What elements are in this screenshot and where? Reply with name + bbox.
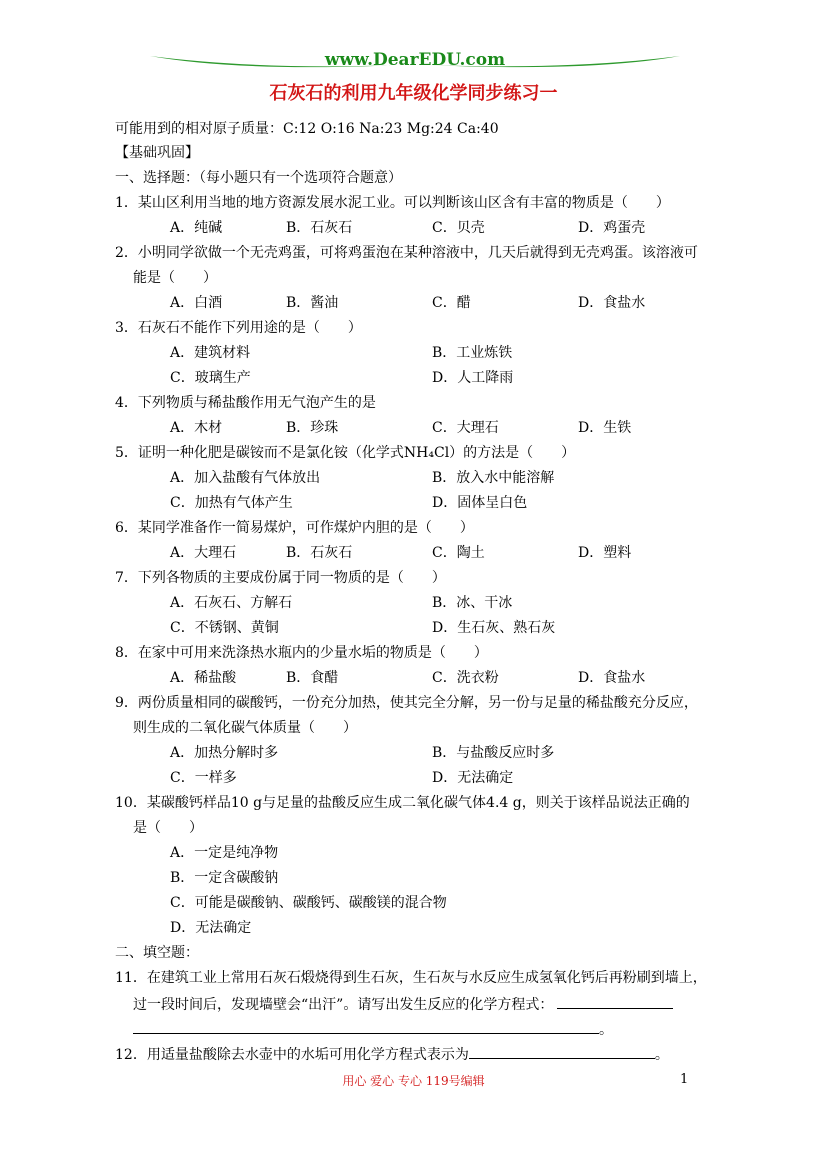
q2-option-a: A．白酒 [170,295,223,311]
q2-option-d: D．食盐水 [578,295,646,311]
q5-option-c: C．加热有气体产生 [170,495,293,511]
q9-option-b: B．与盐酸反应时多 [432,745,555,761]
q4-option-a: A．木材 [170,420,223,436]
question-2-cont: 能是（ ） [133,270,217,286]
answer-blank-11b[interactable] [133,1019,599,1034]
q4-option-c: C．大理石 [432,420,499,436]
question-1: 1．某山区利用当地的地方资源发展水泥工业。可以判断该山区含有丰富的物质是（ ） [115,195,670,211]
question-7: 7．下列各物质的主要成份属于同一物质的是（ ） [115,570,446,586]
q1-option-d: D．鸡蛋壳 [578,220,646,236]
q1-option-b: B．石灰石 [286,220,353,236]
q2-option-c: C．醋 [432,295,471,311]
q9-option-d: D．无法确定 [432,770,514,786]
question-12 [115,1044,669,1064]
q6-option-d: D．塑料 [578,545,632,561]
question-12-text: 12．用适量盐酸除去水壶中的水垢可用化学方程式表示为 [115,1047,469,1063]
q10-option-d: D．无法确定 [170,920,252,936]
q1-option-c: C．贝壳 [432,220,485,236]
question-11: 11．在建筑工业上常用石灰石煅烧得到生石灰，生石灰与水反应生成氢氧化钙后再粉刷到墙上， [115,970,707,986]
section-basic: 【基础巩固】 [115,145,199,161]
q5-option-b: B．放入水中能溶解 [432,470,555,486]
q7-option-b: B．冰、干冰 [432,595,513,611]
answer-blank-12[interactable] [469,1044,655,1059]
q9-option-a: A．加热分解时多 [170,745,279,761]
q8-option-c: C．洗衣粉 [432,670,499,686]
q6-option-b: B．石灰石 [286,545,353,561]
q5-option-d: D．固体呈白色 [432,495,528,511]
q4-option-b: B．珍珠 [286,420,339,436]
question-5: 5．证明一种化肥是碳铵而不是氯化铵（化学式NH₄Cl）的方法是（ ） [115,445,576,461]
site-banner [150,50,680,76]
q3-option-c: C．玻璃生产 [170,370,251,386]
question-12-end: 。 [654,1047,669,1063]
site-url: www.DearEDU.com [324,50,506,70]
answer-blank-11a[interactable] [557,994,673,1009]
q4-option-d: D．生铁 [578,420,632,436]
q7-option-c: C．不锈钢、黄铜 [170,620,279,636]
question-11-blank-line [133,1019,613,1039]
question-4: 4．下列物质与稀盐酸作用无气泡产生的是 [115,395,376,411]
q2-option-b: B．酱油 [286,295,339,311]
q5-option-a: A．加入盐酸有气体放出 [170,470,321,486]
q10-option-a: A．一定是纯净物 [170,845,279,861]
q10-option-b: B．一定含碳酸钠 [170,870,279,886]
question-9: 9．两份质量相同的碳酸钙，一份充分加热，使其完全分解，另一份与足量的稀盐酸充分反应， [115,695,698,711]
page-number: 1 [680,1072,689,1087]
q6-option-c: C．陶土 [432,545,485,561]
q3-option-d: D．人工降雨 [432,370,514,386]
question-11-cont-text: 过一段时间后，发现墙壁会“出汗”。请写出发生反应的化学方程式： [133,997,554,1013]
question-3: 3．石灰石不能作下列用途的是（ ） [115,320,362,336]
question-11-end: 。 [599,1022,613,1038]
q8-option-b: B．食醋 [286,670,339,686]
question-11-cont [133,994,673,1014]
q10-option-c: C．可能是碳酸钠、碳酸钙、碳酸镁的混合物 [170,895,447,911]
q1-option-a: A．纯碱 [170,220,223,236]
question-10-cont: 是（ ） [133,820,203,836]
q8-option-a: A．稀盐酸 [170,670,237,686]
q9-option-c: C．一样多 [170,770,237,786]
question-10: 10．某碳酸钙样品10 g与足量的盐酸反应生成二氧化碳气体4.4 g，则关于该样品说法正确的 [115,795,690,811]
atomic-mass-line: 可能用到的相对原子质量：C:12 O:16 Na:23 Mg:24 Ca:40 [115,121,499,137]
q6-option-a: A．大理石 [170,545,237,561]
part2-heading: 二、填空题： [115,945,199,961]
footer-motto: 用心 爱心 专心 119号编辑 [342,1074,485,1088]
question-2: 2．小明同学欲做一个无壳鸡蛋，可将鸡蛋泡在某种溶液中，几天后就得到无壳鸡蛋。该溶液可 [115,245,698,261]
question-9-cont: 则生成的二氧化碳气体质量（ ） [133,720,357,736]
question-6: 6．某同学准备作一简易煤炉，可作煤炉内胆的是（ ） [115,520,474,536]
page-title: 石灰石的利用九年级化学同步练习一 [269,83,558,104]
question-8: 8．在家中可用来洗涤热水瓶内的少量水垢的物质是（ ） [115,645,488,661]
q3-option-a: A．建筑材料 [170,345,251,361]
part1-heading: 一、选择题：（每小题只有一个选项符合题意） [115,170,402,186]
q3-option-b: B．工业炼铁 [432,345,513,361]
q8-option-d: D．食盐水 [578,670,646,686]
q7-option-a: A．石灰石、方解石 [170,595,293,611]
q7-option-d: D．生石灰、熟石灰 [432,620,556,636]
